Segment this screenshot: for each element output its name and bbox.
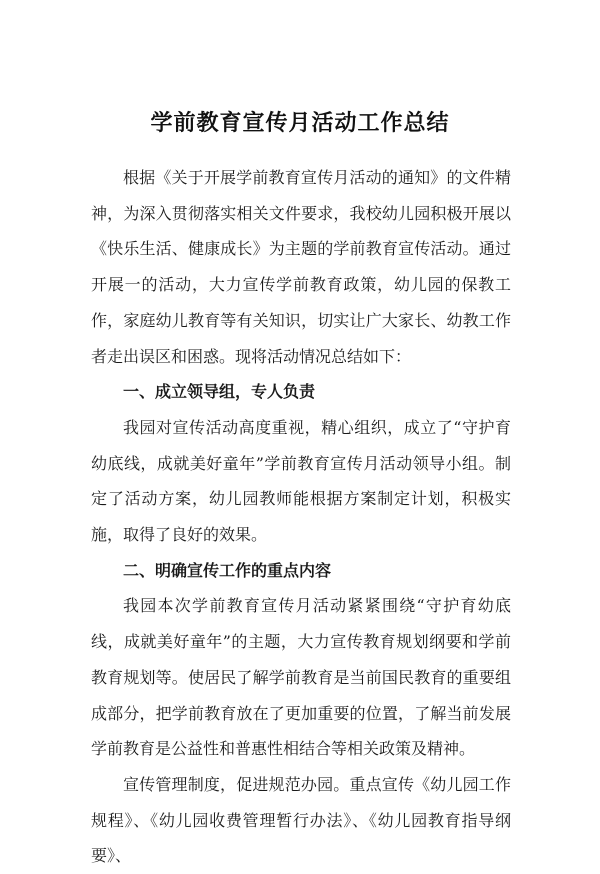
paragraph-section-2b: 宣传管理制度，促进规范办园。重点宣传《幼儿园工作规程》、《幼儿园收费管理暂行办法》、《幼儿园教育指导纲要》、 xyxy=(91,774,511,866)
section-heading-2: 二、明确宣传工作的重点内容 xyxy=(123,560,332,580)
paragraph-section-1: 我园对宣传活动高度重视，精心组织，成立了“守护育幼底线，成就美好童年”学前教育宣传月活动领导小组。制定了活动方案，幼儿园教师能根据方案制定计划，积极实施，取得了良好的效果。 xyxy=(91,417,511,545)
document-body xyxy=(91,160,511,874)
section-heading-1: 一、成立领导组，专人负责 xyxy=(123,382,316,402)
paragraph-section-2: 我园本次学前教育宣传月活动紧紧围绕“守护育幼底线，成就美好童年”的主题，大力宣传教育规划纲要和学前教育规划等。使居民了解学前教育是当前国民教育的重要组成部分，把学前教育放在了更加重要的位置，了解当前发展学前教育是公益性和普惠性相结合等相关政策及精神。 xyxy=(91,596,511,759)
document-title: 学前教育宣传月活动工作总结 xyxy=(150,111,450,136)
paragraph-intro: 根据《关于开展学前教育宣传月活动的通知》的文件精神，为深入贯彻落实相关文件要求，我校幼儿园积极开展以《快乐生活、健康成长》为主题的学前教育宣传活动。通过开展一的活动，大力宣传学前教育政策，幼儿园的保教工作，家庭幼儿教育等有关知识，切实让广大家长、幼教工作者走出误区和困惑。现将活动情况总结如下： xyxy=(91,168,511,366)
